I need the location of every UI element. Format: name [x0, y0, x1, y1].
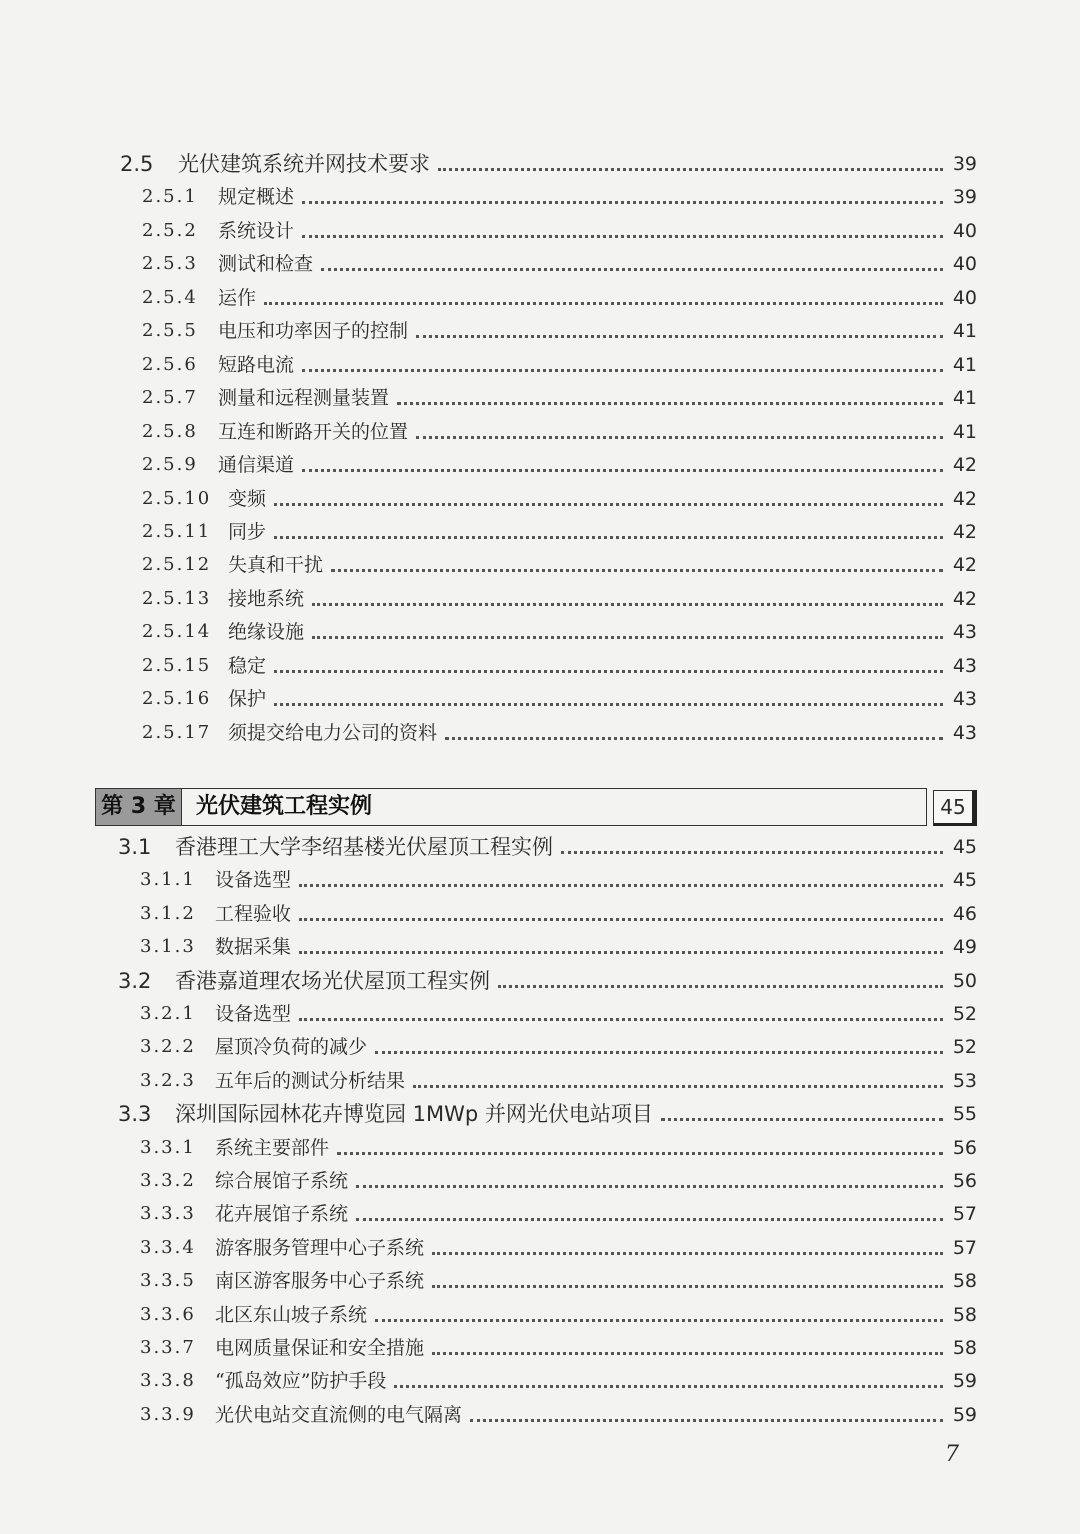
toc-entry-page: 43	[952, 621, 977, 643]
toc-entry-number: 2.5.1	[142, 186, 198, 207]
toc-subsection-entry	[0, 415, 1080, 449]
toc-entry-number: 2.5.10	[142, 488, 212, 509]
toc-subsection-entry	[0, 682, 1080, 716]
toc-entry-number: 3.2.3	[140, 1070, 196, 1091]
toc-dot-leader	[375, 1319, 943, 1322]
toc-dot-leader	[356, 1185, 943, 1188]
toc-dot-leader	[438, 168, 943, 171]
toc-dot-leader	[397, 402, 943, 405]
chapter-page-number: 45	[933, 790, 977, 826]
toc-entry-number: 3.3.3	[140, 1203, 196, 1224]
toc-entry-page: 56	[952, 1170, 977, 1192]
toc-entry-number: 2.5	[120, 152, 154, 176]
toc-entry-number: 2.5.17	[142, 722, 212, 743]
toc-section-entry	[0, 830, 1080, 864]
toc-subsection-entry	[0, 1030, 1080, 1064]
toc-dot-leader	[321, 268, 943, 271]
toc-dot-leader	[274, 703, 943, 706]
toc-dot-leader	[561, 851, 943, 854]
toc-entry-number: 3.3.8	[140, 1370, 196, 1391]
toc-entry-title: 电压和功率因子的控制	[218, 320, 409, 342]
toc-entry-title: 南区游客服务中心子系统	[215, 1270, 425, 1292]
toc-subsection-entry	[0, 1231, 1080, 1265]
toc-dot-leader	[432, 1252, 943, 1255]
toc-entry-page: 55	[952, 1103, 977, 1125]
toc-entry-number: 3.3.9	[140, 1404, 196, 1425]
toc-entry-title: 游客服务管理中心子系统	[215, 1237, 425, 1259]
toc-entry-page: 41	[952, 320, 977, 342]
toc-dot-leader	[264, 302, 943, 305]
toc-subsection-entry	[0, 482, 1080, 516]
toc-section-entry	[0, 147, 1080, 181]
toc-entry-page: 42	[952, 454, 977, 476]
toc-entry-page: 46	[952, 903, 977, 925]
page-folio: 7	[945, 1442, 959, 1467]
toc-entry-number: 3.1	[118, 835, 152, 859]
toc-entry-page: 49	[952, 936, 977, 958]
toc-entry-number: 2.5.15	[142, 655, 212, 676]
toc-entry-title: 保护	[228, 688, 267, 710]
toc-entry-title: “孤岛效应”防护手段	[215, 1370, 387, 1392]
toc-section-entry	[0, 1097, 1080, 1131]
toc-entry-page: 40	[952, 220, 977, 242]
toc-entry-number: 2.5.13	[142, 588, 212, 609]
toc-entry-title: 花卉展馆子系统	[215, 1203, 349, 1225]
toc-dot-leader	[312, 603, 943, 606]
toc-entry-page: 52	[952, 1003, 977, 1025]
toc-entry-title: 变频	[228, 488, 267, 510]
toc-entry-title: 设备选型	[215, 869, 292, 891]
toc-dot-leader	[274, 503, 943, 506]
toc-dot-leader	[394, 1385, 943, 1388]
toc-entry-page: 58	[952, 1337, 977, 1359]
toc-entry-title: 北区东山坡子系统	[215, 1304, 368, 1326]
toc-subsection-entry	[0, 381, 1080, 415]
toc-subsection-entry	[0, 863, 1080, 897]
toc-dot-leader	[445, 737, 943, 740]
toc-entry-page: 45	[952, 869, 977, 891]
toc-dot-leader	[299, 1018, 943, 1021]
toc-entry-page: 50	[952, 970, 977, 992]
toc-entry-page: 57	[952, 1237, 977, 1259]
toc-subsection-entry	[0, 180, 1080, 214]
toc-entry-number: 2.5.6	[142, 354, 198, 375]
toc-dot-leader	[470, 1419, 943, 1422]
toc-dot-leader	[416, 335, 943, 338]
toc-entry-title: 设备选型	[215, 1003, 292, 1025]
toc-entry-number: 3.3.1	[140, 1137, 196, 1158]
chapter-header	[95, 788, 975, 826]
toc-entry-page: 53	[952, 1070, 977, 1092]
toc-subsection-entry	[0, 515, 1080, 549]
toc-subsection-entry	[0, 997, 1080, 1031]
toc-dot-leader	[312, 636, 943, 639]
toc-entry-title: 光伏建筑系统并网技术要求	[178, 152, 430, 176]
toc-dot-leader	[413, 1085, 943, 1088]
toc-entry-page: 42	[952, 488, 977, 510]
toc-entry-number: 2.5.12	[142, 554, 212, 575]
toc-dot-leader	[299, 884, 943, 887]
toc-subsection-entry	[0, 930, 1080, 964]
toc-entry-number: 3.3.7	[140, 1337, 196, 1358]
toc-subsection-entry	[0, 1298, 1080, 1332]
toc-entry-page: 39	[952, 186, 977, 208]
toc-entry-number: 2.5.11	[142, 521, 212, 542]
toc-entry-page: 43	[952, 722, 977, 744]
toc-dot-leader	[299, 951, 943, 954]
toc-dot-leader	[331, 569, 943, 572]
toc-entry-page: 41	[952, 354, 977, 376]
toc-entry-page: 58	[952, 1304, 977, 1326]
toc-subsection-entry	[0, 897, 1080, 931]
toc-subsection-entry	[0, 214, 1080, 248]
toc-dot-leader	[432, 1285, 943, 1288]
toc-subsection-entry	[0, 1398, 1080, 1432]
toc-subsection-entry	[0, 314, 1080, 348]
toc-subsection-entry	[0, 348, 1080, 382]
toc-entry-title: 电网质量保证和安全措施	[215, 1337, 425, 1359]
toc-entry-title: 深圳国际园林花卉博览园 1MWp 并网光伏电站项目	[175, 1102, 653, 1126]
toc-subsection-entry	[0, 649, 1080, 683]
toc-entry-number: 2.5.4	[142, 287, 198, 308]
toc-dot-leader	[302, 369, 943, 372]
toc-dot-leader	[302, 201, 943, 204]
toc-subsection-entry	[0, 582, 1080, 616]
toc-entry-page: 42	[952, 521, 977, 543]
toc-entry-number: 3.3.4	[140, 1237, 196, 1258]
toc-entry-title: 互连和断路开关的位置	[218, 421, 409, 443]
toc-entry-number: 3.2.2	[140, 1036, 196, 1057]
toc-dot-leader	[498, 985, 943, 988]
toc-subsection-entry	[0, 615, 1080, 649]
toc-dot-leader	[356, 1218, 943, 1221]
toc-entry-title: 屋顶冷负荷的减少	[215, 1036, 368, 1058]
toc-entry-page: 57	[952, 1203, 977, 1225]
toc-entry-title: 光伏电站交直流侧的电气隔离	[215, 1404, 463, 1426]
toc-dot-leader	[661, 1118, 943, 1121]
toc-subsection-entry	[0, 548, 1080, 582]
toc-dot-leader	[432, 1352, 943, 1355]
toc-entry-title: 稳定	[228, 655, 267, 677]
toc-entry-title: 接地系统	[228, 588, 305, 610]
toc-dot-leader	[274, 670, 943, 673]
toc-entry-number: 3.2	[118, 969, 152, 993]
toc-dot-leader	[337, 1152, 943, 1155]
toc-dot-leader	[416, 436, 943, 439]
toc-entry-page: 41	[952, 421, 977, 443]
toc-entry-page: 52	[952, 1036, 977, 1058]
chapter-title: 光伏建筑工程实例	[196, 794, 373, 819]
toc-subsection-entry	[0, 281, 1080, 315]
toc-section-entry	[0, 964, 1080, 998]
toc-entry-page: 56	[952, 1137, 977, 1159]
toc-entry-page: 42	[952, 588, 977, 610]
toc-entry-title: 工程验收	[215, 903, 292, 925]
toc-subsection-entry	[0, 716, 1080, 750]
toc-dot-leader	[302, 469, 943, 472]
toc-entry-title: 短路电流	[218, 354, 295, 376]
toc-entry-title: 失真和干扰	[228, 554, 324, 576]
toc-subsection-entry	[0, 247, 1080, 281]
toc-entry-number: 2.5.8	[142, 421, 198, 442]
toc-entry-number: 2.5.9	[142, 454, 198, 475]
toc-subsection-entry	[0, 1331, 1080, 1365]
toc-dot-leader	[274, 536, 943, 539]
toc-entry-title: 五年后的测试分析结果	[215, 1070, 406, 1092]
toc-entry-number: 2.5.7	[142, 387, 198, 408]
toc-entry-number: 3.3.2	[140, 1170, 196, 1191]
toc-subsection-entry	[0, 1131, 1080, 1165]
toc-entry-title: 通信渠道	[218, 454, 295, 476]
toc-entry-number: 2.5.14	[142, 621, 212, 642]
toc-entry-number: 3.1.2	[140, 903, 196, 924]
toc-entry-title: 测试和检查	[218, 253, 314, 275]
toc-entry-title: 香港嘉道理农场光伏屋顶工程实例	[175, 969, 490, 993]
toc-entry-page: 58	[952, 1270, 977, 1292]
chapter-title-box	[95, 788, 927, 826]
toc-entry-title: 香港理工大学李绍基楼光伏屋顶工程实例	[175, 835, 553, 859]
toc-entry-page: 40	[952, 253, 977, 275]
toc-subsection-entry	[0, 1364, 1080, 1398]
toc-dot-leader	[302, 235, 943, 238]
toc-entry-page: 43	[952, 655, 977, 677]
toc-entry-title: 数据采集	[215, 936, 292, 958]
toc-entry-page: 43	[952, 688, 977, 710]
toc-entry-page: 59	[952, 1404, 977, 1426]
toc-entry-number: 2.5.2	[142, 220, 198, 241]
toc-subsection-entry	[0, 448, 1080, 482]
toc-entry-number: 3.1.1	[140, 869, 196, 890]
toc-entry-number: 2.5.3	[142, 253, 198, 274]
toc-entry-title: 运作	[218, 287, 257, 309]
toc-entry-page: 45	[952, 836, 977, 858]
toc-entry-number: 3.3	[118, 1102, 152, 1126]
toc-entry-number: 2.5.5	[142, 320, 198, 341]
toc-entry-page: 41	[952, 387, 977, 409]
toc-entry-title: 规定概述	[218, 186, 295, 208]
toc-entry-number: 2.5.16	[142, 688, 212, 709]
toc-entry-page: 40	[952, 287, 977, 309]
toc-entry-title: 须提交给电力公司的资料	[228, 722, 438, 744]
toc-dot-leader	[375, 1051, 943, 1054]
toc-subsection-entry	[0, 1197, 1080, 1231]
chapter-label: 第 3 章	[96, 789, 182, 825]
toc-subsection-entry	[0, 1064, 1080, 1098]
toc-entry-page: 39	[952, 153, 977, 175]
toc-subsection-entry	[0, 1164, 1080, 1198]
toc-dot-leader	[299, 918, 943, 921]
toc-entry-number: 3.3.5	[140, 1270, 196, 1291]
toc-entry-number: 3.2.1	[140, 1003, 196, 1024]
toc-entry-number: 3.3.6	[140, 1304, 196, 1325]
toc-entry-title: 综合展馆子系统	[215, 1170, 349, 1192]
toc-entry-title: 系统主要部件	[215, 1137, 330, 1159]
toc-entry-title: 绝缘设施	[228, 621, 305, 643]
toc-subsection-entry	[0, 1264, 1080, 1298]
toc-entry-title: 系统设计	[218, 220, 295, 242]
toc-entry-title: 同步	[228, 521, 267, 543]
toc-entry-number: 3.1.3	[140, 936, 196, 957]
toc-entry-page: 59	[952, 1370, 977, 1392]
toc-entry-page: 42	[952, 554, 977, 576]
toc-entry-title: 测量和远程测量装置	[218, 387, 390, 409]
